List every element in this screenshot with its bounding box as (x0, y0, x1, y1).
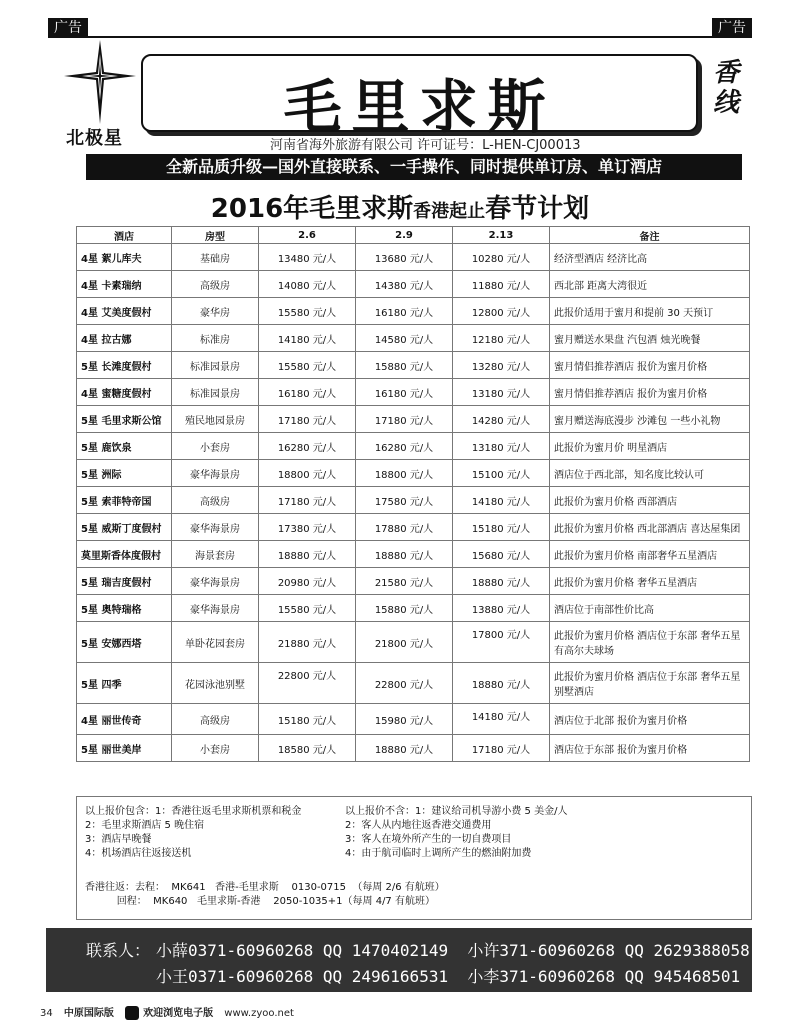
table-cell: 18880 元/人 (356, 735, 453, 762)
table-cell: 18800 元/人 (356, 460, 453, 487)
include-item: 3：酒店早晚餐 (85, 834, 152, 845)
divider (48, 36, 752, 38)
table-cell: 5星 瑞吉度假村 (77, 568, 172, 595)
table-row (77, 433, 750, 460)
table-cell: 22800 元/人 (356, 663, 453, 704)
banner: 全新品质升级—国外直接联系、一手操作、同时提供单订房、单订酒店 (86, 154, 742, 180)
table-cell: 4星 艾美度假村 (77, 298, 172, 325)
table-cell: 14380 元/人 (356, 271, 453, 298)
table-cell: 豪华房 (172, 298, 259, 325)
table-row (77, 325, 750, 352)
table-cell: 16280 元/人 (356, 433, 453, 460)
table-cell: 10280 元/人 (453, 244, 550, 271)
table-cell: 4星 蜜糖度假村 (77, 379, 172, 406)
table-cell: 此报价为蜜月价格 奢华五星酒店 (550, 568, 750, 595)
table-cell: 13880 元/人 (453, 595, 550, 622)
page-title: 毛里求斯 (283, 73, 556, 141)
table-cell: 18880 元/人 (453, 663, 550, 704)
table-cell: 高级房 (172, 271, 259, 298)
table-cell: 16180 元/人 (259, 379, 356, 406)
table-cell: 16180 元/人 (356, 298, 453, 325)
table-row (77, 244, 750, 271)
table-cell: 西北部 距离大湾很近 (550, 271, 750, 298)
table-cell: 17180 元/人 (259, 406, 356, 433)
title-box (141, 54, 698, 141)
table-cell: 22800 元/人 (259, 663, 356, 704)
brand-icon (125, 1006, 139, 1020)
table-cell: 20980 元/人 (259, 568, 356, 595)
table-row (77, 271, 750, 298)
flight-outbound: 香港往返：去程： MK641 香港-毛里求斯 0130-0715 （每周 2/6 有航班） (85, 882, 445, 893)
table-cell: 5星 丽世美岸 (77, 735, 172, 762)
table-cell: 高级房 (172, 487, 259, 514)
website-link[interactable]: www.zyoo.net (224, 1008, 294, 1019)
table-cell: 蜜月赠送水果盘 汽包酒 烛光晚餐 (550, 325, 750, 352)
flight-return: 回程： MK640 毛里求斯-香港 2050-1035+1（每周 4/7 有航班） (85, 896, 435, 907)
include-item: 4：机场酒店往返接送机 (85, 848, 192, 859)
table-cell: 18880 元/人 (356, 541, 453, 568)
table-cell: 14080 元/人 (259, 271, 356, 298)
exclude-item: 2：客人从内地往返香港交通费用 (345, 820, 492, 831)
table-row (77, 487, 750, 514)
table-cell: 5星 索菲特帝国 (77, 487, 172, 514)
table-header-row (77, 227, 750, 244)
table-row (77, 735, 750, 762)
table-cell: 17800 元/人 (453, 622, 550, 663)
table-row (77, 663, 750, 704)
side-text: 香 线 (712, 58, 739, 118)
flight-info (85, 881, 445, 909)
contact-bar (46, 928, 752, 992)
table-cell: 15580 元/人 (259, 352, 356, 379)
table-cell: 15180 元/人 (259, 704, 356, 735)
table-cell: 豪华海景房 (172, 568, 259, 595)
table-cell: 基础房 (172, 244, 259, 271)
table-cell: 21880 元/人 (259, 622, 356, 663)
table-row (77, 406, 750, 433)
table-cell: 18580 元/人 (259, 735, 356, 762)
column-header: 2.13 (453, 227, 550, 244)
table-cell: 酒店位于西北部，知名度比较认可 (550, 460, 750, 487)
plan-title: 2016年毛里求斯香港起止春节计划 (210, 194, 590, 224)
table-cell: 标准园景房 (172, 379, 259, 406)
column-header: 2.6 (259, 227, 356, 244)
table-row (77, 460, 750, 487)
tagline: 欢迎浏览电子版 (143, 1008, 214, 1019)
ad-label-right: 广告 (712, 18, 752, 38)
table-cell: 15880 元/人 (356, 595, 453, 622)
logo-name: 北极星 (66, 128, 123, 149)
table-cell: 15580 元/人 (259, 595, 356, 622)
table-cell: 14280 元/人 (453, 406, 550, 433)
table-cell: 酒店位于北部 报价为蜜月价格 (550, 704, 750, 735)
table-cell: 15180 元/人 (453, 514, 550, 541)
contact-line-1: 小薛0371-60960268 QQ 1470402149 小许371-60960268 QQ 2629388058 (156, 941, 750, 960)
table-cell: 蜜月情侣推荐酒店 报价为蜜月价格 (550, 379, 750, 406)
table-cell: 13280 元/人 (453, 352, 550, 379)
table-row (77, 595, 750, 622)
table-cell: 17180 元/人 (453, 735, 550, 762)
table-cell: 13480 元/人 (259, 244, 356, 271)
table-cell: 豪华海景房 (172, 595, 259, 622)
column-header: 酒店 (77, 227, 172, 244)
table-cell: 4星 絮儿库夫 (77, 244, 172, 271)
table-cell: 此报价为蜜月价格 西北部酒店 喜达屋集团 (550, 514, 750, 541)
table-cell: 13180 元/人 (453, 433, 550, 460)
table-row (77, 379, 750, 406)
table-cell: 此报价为蜜月价格 酒店位于东部 奢华五星有高尔夫球场 (550, 622, 750, 663)
table-row (77, 704, 750, 735)
table-cell: 4星 拉古娜 (77, 325, 172, 352)
table-cell: 17880 元/人 (356, 514, 453, 541)
table-cell: 5星 长滩度假村 (77, 352, 172, 379)
table-cell: 此报价适用于蜜月和提前 30 天预订 (550, 298, 750, 325)
column-header: 2.9 (356, 227, 453, 244)
table-cell: 18880 元/人 (259, 541, 356, 568)
page-number: 34 (40, 1008, 53, 1019)
ad-label-left: 广告 (48, 18, 88, 38)
table-cell: 17380 元/人 (259, 514, 356, 541)
table-cell: 经济型酒店 经济比高 (550, 244, 750, 271)
table-cell: 11880 元/人 (453, 271, 550, 298)
contact-line-2: 小王0371-60960268 QQ 2496166531 小李371-60960268 QQ 945468501 (156, 967, 741, 986)
table-cell: 酒店位于东部 报价为蜜月价格 (550, 735, 750, 762)
table-row (77, 568, 750, 595)
table-cell: 5星 洲际 (77, 460, 172, 487)
contact-label: 联系人： (86, 941, 151, 960)
table-cell: 单卧花园套房 (172, 622, 259, 663)
table-cell: 15580 元/人 (259, 298, 356, 325)
edition-name: 中原国际版 (63, 1008, 114, 1019)
table-cell: 此报价为蜜月价格 酒店位于东部 奢华五星别墅酒店 (550, 663, 750, 704)
table-row (77, 298, 750, 325)
price-table (76, 226, 750, 762)
excludes-list (345, 805, 567, 861)
table-cell: 13680 元/人 (356, 244, 453, 271)
table-cell: 5星 鹿饮泉 (77, 433, 172, 460)
table-cell: 5星 四季 (77, 663, 172, 704)
footer (40, 1004, 302, 1020)
table-cell: 豪华海景房 (172, 514, 259, 541)
table-cell: 17580 元/人 (356, 487, 453, 514)
notes-box (76, 796, 752, 920)
table-cell: 小套房 (172, 735, 259, 762)
table-cell: 高级房 (172, 704, 259, 735)
table-cell: 4星 卡素瑞纳 (77, 271, 172, 298)
table-cell: 标准房 (172, 325, 259, 352)
table-cell: 此报价为蜜月价格 南部奢华五星酒店 (550, 541, 750, 568)
table-cell: 14180 元/人 (453, 704, 550, 735)
table-cell: 此报价为蜜月价格 西部酒店 (550, 487, 750, 514)
table-cell: 13180 元/人 (453, 379, 550, 406)
table-cell: 小套房 (172, 433, 259, 460)
table-cell: 18800 元/人 (259, 460, 356, 487)
table-row (77, 541, 750, 568)
table-cell: 蜜月赠送海底漫步 沙滩包 一些小礼物 (550, 406, 750, 433)
exclude-item: 4：由于航司临时上调所产生的燃油附加费 (345, 848, 532, 859)
table-cell: 12800 元/人 (453, 298, 550, 325)
table-cell: 5星 毛里求斯公馆 (77, 406, 172, 433)
table-cell: 12180 元/人 (453, 325, 550, 352)
table-cell: 酒店位于南部性价比高 (550, 595, 750, 622)
table-cell: 豪华海景房 (172, 460, 259, 487)
exclude-item: 3：客人在境外所产生的一切自费项目 (345, 834, 512, 845)
table-cell: 15980 元/人 (356, 704, 453, 735)
table-cell: 此报价为蜜月价 明星酒店 (550, 433, 750, 460)
agency-info: 河南省海外旅游有限公司 许可证号：L-HEN-CJ00013 (270, 138, 581, 153)
table-cell: 海景套房 (172, 541, 259, 568)
table-cell: 17180 元/人 (356, 406, 453, 433)
table-cell: 蜜月情侣推荐酒店 报价为蜜月价格 (550, 352, 750, 379)
include-item: 2：毛里求斯酒店 5 晚住宿 (85, 820, 205, 831)
table-cell: 15100 元/人 (453, 460, 550, 487)
table-cell: 17180 元/人 (259, 487, 356, 514)
table-row (77, 514, 750, 541)
table-cell: 标准园景房 (172, 352, 259, 379)
column-header: 房型 (172, 227, 259, 244)
table-cell: 殖民地园景房 (172, 406, 259, 433)
table-row (77, 622, 750, 663)
table-cell: 5星 安娜西塔 (77, 622, 172, 663)
table-cell: 16180 元/人 (356, 379, 453, 406)
exclude-item: 以上报价不含：1：建议给司机导游小费 5 美金/人 (345, 806, 568, 817)
table-cell: 4星 丽世传奇 (77, 704, 172, 735)
table-cell: 21800 元/人 (356, 622, 453, 663)
table-cell: 花园泳池别墅 (172, 663, 259, 704)
table-cell: 15880 元/人 (356, 352, 453, 379)
column-header: 备注 (550, 227, 750, 244)
table-cell: 5星 威斯丁度假村 (77, 514, 172, 541)
table-cell: 21580 元/人 (356, 568, 453, 595)
table-cell: 5星 奥特瑞格 (77, 595, 172, 622)
table-cell: 莫里斯香体度假村 (77, 541, 172, 568)
table-cell: 14180 元/人 (453, 487, 550, 514)
table-cell: 16280 元/人 (259, 433, 356, 460)
table-cell: 15680 元/人 (453, 541, 550, 568)
includes-list (85, 805, 301, 861)
table-cell: 18880 元/人 (453, 568, 550, 595)
include-item: 以上报价包含：1：香港往返毛里求斯机票和税金 (85, 806, 302, 817)
table-row (77, 352, 750, 379)
table-cell: 14580 元/人 (356, 325, 453, 352)
table-cell: 14180 元/人 (259, 325, 356, 352)
